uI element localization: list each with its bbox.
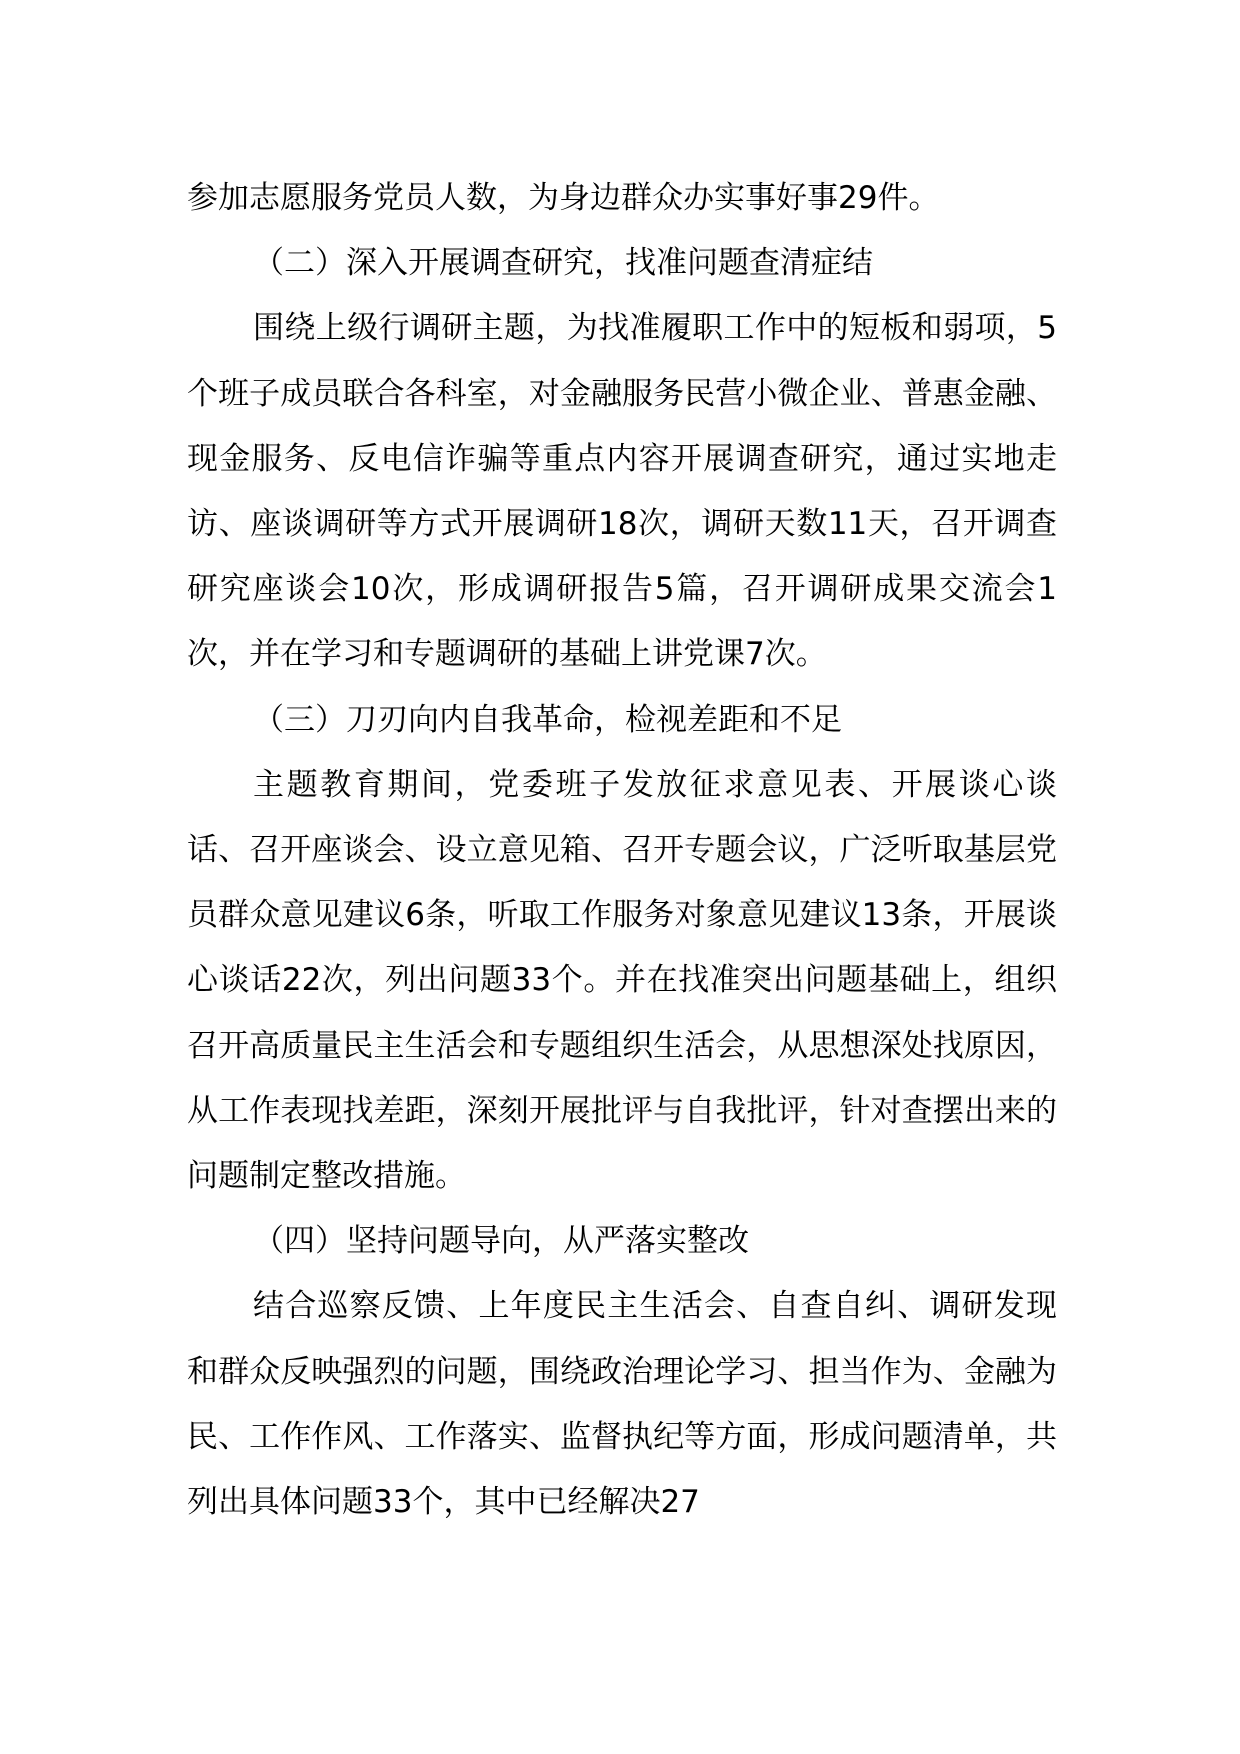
paragraph-self-examination: 主题教育期间，党委班子发放征求意见表、开展谈心谈话、召开座谈会、设立意见箱、召开专题会议，广泛听取基层党员群众意见建议6条，听取工作服务对象意见建议13条，开展谈心谈话22次，列出问题33个。并在找准突出问题基础上，组织召开高质量民主生活会和专题组织生活会，从思想深处找原因，从工作表现找差距，深刻开展批评与自我批评，针对查摆出来的问题制定整改措施。 bbox=[187, 766, 1057, 1195]
paragraph-continuation: 参加志愿服务党员人数，为身边群众办实事好事29件。 bbox=[187, 180, 940, 216]
document-body bbox=[187, 166, 1057, 1535]
paragraph-research: 围绕上级行调研主题，为找准履职工作中的短板和弱项，5个班子成员联合各科室，对金融服务民营小微企业、普惠金融、现金服务、反电信诈骗等重点内容开展调查研究，通过实地走访、座谈调研等方式开展调研18次，调研天数11天，召开调查研究座谈会10次，形成调研报告5篇，召开调研成果交流会1次，并在学习和专题调研的基础上讲党课7次。 bbox=[187, 310, 1057, 673]
section-heading-4: （四）坚持问题导向，从严落实整改 bbox=[253, 1223, 749, 1260]
paragraph-rectification: 结合巡察反馈、上年度民主生活会、自查自纠、调研发现和群众反映强烈的问题，围绕政治理论学习、担当作为、金融为民、工作作风、工作落实、监督执纪等方面，形成问题清单，共列出具体问题33个，其中已经解决27 bbox=[187, 1288, 1057, 1521]
section-heading-3: （三）刀刃向内自我革命，检视差距和不足 bbox=[253, 701, 842, 738]
section-heading-2: （二）深入开展调查研究，找准问题查清症结 bbox=[253, 245, 873, 282]
